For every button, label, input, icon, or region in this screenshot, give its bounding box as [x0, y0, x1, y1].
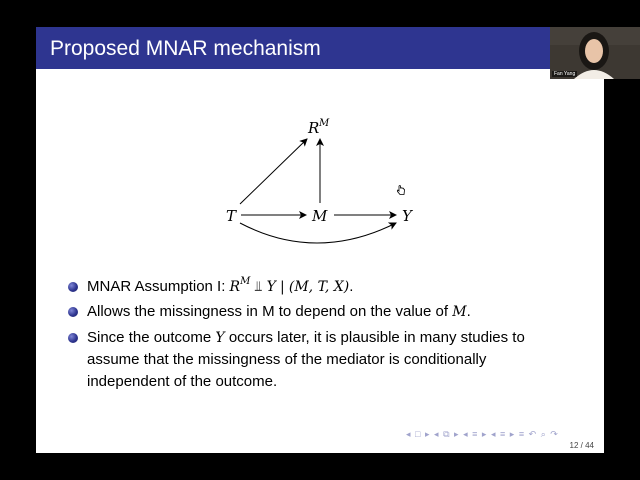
node-r: R — [308, 119, 320, 137]
nav-part-icon[interactable]: ≡ — [500, 429, 506, 439]
math-y-outcome: Y — [215, 330, 225, 346]
bullet-3-pre: Since the outcome — [87, 329, 216, 346]
beamer-navigation-bar — [406, 429, 602, 439]
nav-part-forward-icon[interactable]: ▸ — [509, 429, 515, 439]
bullet-item-outcome — [87, 327, 525, 349]
bullet-item-assumption — [87, 276, 353, 300]
bullet-3-line-2: assume that the missingness of the mediator is conditionally — [87, 351, 487, 368]
nav-frame-forward-icon[interactable]: ▸ — [425, 429, 430, 439]
nav-section-forward-icon[interactable]: ▸ — [481, 429, 487, 439]
nav-subsection-icon[interactable]: ⧉ — [443, 429, 450, 439]
nav-section-back-icon[interactable]: ◂ — [463, 429, 468, 439]
bullet-marker — [68, 307, 78, 317]
math-m: M — [452, 304, 467, 320]
bullet-item-missingness — [87, 301, 471, 323]
nav-subsection-forward-icon[interactable]: ▸ — [454, 429, 459, 439]
node-y: Y — [402, 207, 412, 225]
nav-appendix-icon[interactable]: ≡ — [518, 429, 525, 439]
nav-frame-back-icon[interactable]: □ — [415, 429, 421, 439]
nav-subsection-back-icon[interactable]: ◂ — [434, 429, 439, 439]
node-t: T — [226, 207, 237, 225]
nav-first-icon[interactable]: ◂ — [406, 429, 411, 439]
bullet-1-prefix: MNAR Assumption I: — [87, 278, 230, 295]
math-r: R — [229, 279, 241, 295]
nav-redo-icon[interactable]: ↷ — [550, 429, 558, 439]
nav-search-icon[interactable]: ⌕ — [540, 429, 546, 439]
nav-undo-icon[interactable]: ↶ — [528, 429, 537, 439]
bullet-list — [36, 27, 604, 453]
page-number: 12 / 44 — [569, 441, 594, 450]
nav-part-back-icon[interactable]: ◂ — [490, 429, 496, 439]
bullet-2-text: Allows the missingness in M to depend on the value of — [87, 303, 453, 320]
nav-section-icon[interactable]: ≡ — [472, 429, 478, 439]
bullet-2-end: . — [466, 303, 471, 320]
bullet-3-post: occurs later, it is plausible in many studies to — [224, 329, 525, 346]
slide-title: Proposed MNAR mechanism — [50, 37, 321, 60]
presentation-slide — [36, 27, 604, 453]
bullet-1-end: . — [349, 278, 354, 295]
speaker-name-label: Fan Yang — [554, 71, 576, 77]
bullet-3-line-3: independent of the outcome. — [87, 373, 278, 390]
node-r-superscript: M — [319, 118, 330, 129]
math-independence-symbol: ⫫ — [254, 279, 263, 295]
math-r-superscript: M — [240, 276, 251, 287]
math-given-bar: | — [279, 279, 285, 295]
hand-cursor-icon — [395, 184, 407, 196]
node-m: M — [312, 207, 328, 225]
bullet-marker — [68, 282, 78, 292]
speaker-webcam — [550, 27, 640, 79]
math-y: Y — [266, 279, 276, 295]
bullet-marker — [68, 333, 78, 343]
math-conditioning-set: (M, T, X) — [288, 279, 350, 295]
